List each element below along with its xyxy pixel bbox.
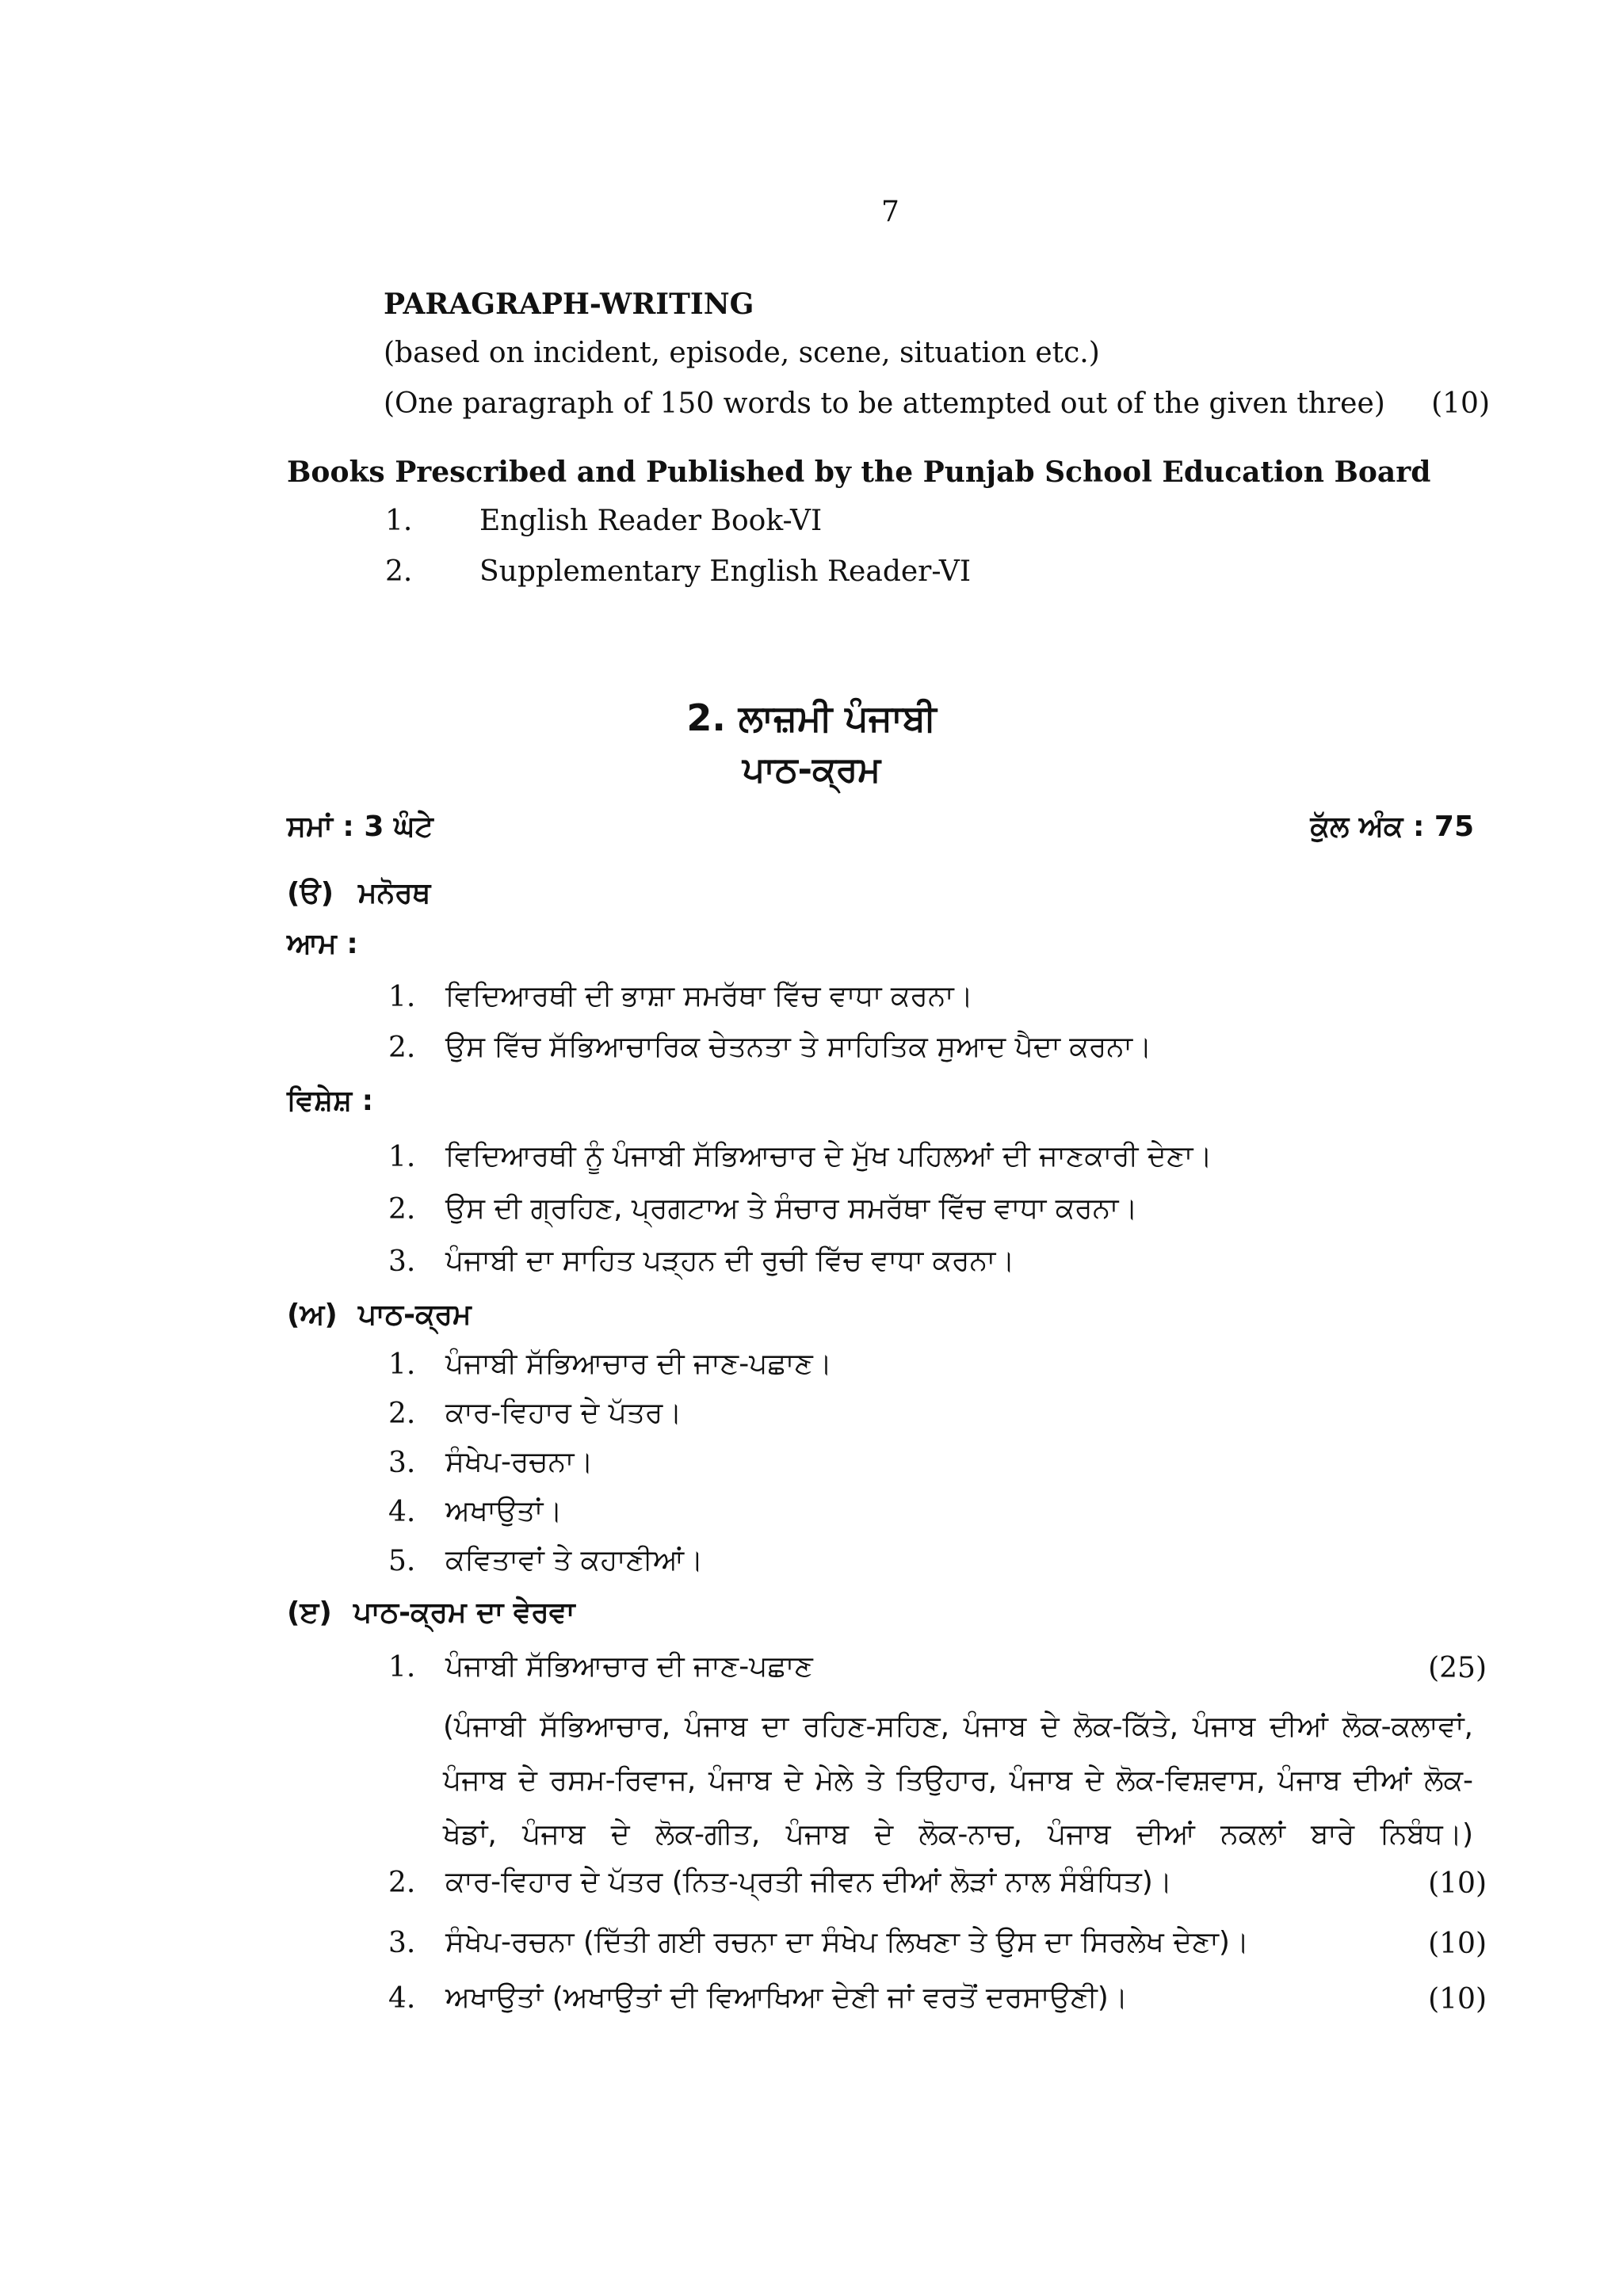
list-item-text: ਉਸ ਦੀ ਗ੍ਰਹਿਣ, ਪ੍ਰਗਟਾਅ ਤੇ ਸੰਚਾਰ ਸਮਰੱਥਾ ਵਿੱਚ ਵਾਧਾ ਕਰਨਾ।	[445, 1192, 1138, 1225]
general-objectives-label: ਆਮ :	[287, 928, 358, 960]
list-item-number: 1.	[388, 1651, 416, 1684]
culture-topics-paragraph: (ਪੰਜਾਬੀ ਸੱਭਿਆਚਾਰ, ਪੰਜਾਬ ਦਾ ਰਹਿਣ-ਸਹਿਣ, ਪੰਜਾਬ ਦੇ ਲੋਕ-ਕਿੱਤੇ, ਪੰਜਾਬ ਦੀਆਂ ਲੋਕ-ਕਲਾਵਾਂ, ਪੰਜਾਬ ਦੇ ਰਸਮ-ਰਿਵਾਜ, ਪੰਜਾਬ ਦੇ ਮੇਲੇ ਤੇ ਤਿਉਹਾਰ, ਪੰਜਾਬ ਦੇ ਲੋਕ-ਵਿਸ਼ਵਾਸ, ਪੰਜਾਬ ਦੀਆਂ ਲੋਕ-ਖੇਡਾਂ, ਪੰਜਾਬ ਦੇ ਲੋਕ-ਗੀਤ, ਪੰਜਾਬ ਦੇ ਲੋਕ-ਨਾਚ, ਪੰਜਾਬ ਦੀਆਂ ਨਕਲਾਂ ਬਾਰੇ ਨਿਬੰਧ।)	[443, 1711, 1473, 1851]
list-item-number: 3.	[388, 1245, 416, 1278]
list-item-text: ਅਖਾਉਤਾਂ।	[445, 1495, 563, 1527]
list-item-number: 1.	[388, 1348, 416, 1381]
list-item-text: ਅਖਾਉਤਾਂ (ਅਖਾਉਤਾਂ ਦੀ ਵਿਆਖਿਆ ਦੇਣੀ ਜਾਂ ਵਰਤੋਂ ਦਰਸਾਉਣੀ)।	[445, 1981, 1128, 2014]
list-item-number: 2.	[388, 1398, 416, 1430]
list-item-number: 4.	[388, 1982, 416, 2015]
list-item-marks: (10)	[1428, 1928, 1487, 1960]
section-b-title: ਪਾਠ-ਕ੍ਰਮ	[358, 1299, 472, 1331]
list-item-marks: (10)	[1428, 1983, 1487, 2016]
section-c-title: ਪਾਠ-ਕ੍ਰਮ ਦਾ ਵੇਰਵਾ	[353, 1596, 575, 1629]
list-item-text: ਕਾਰ-ਵਿਹਾਰ ਦੇ ਪੱਤਰ।	[445, 1397, 682, 1429]
list-item-text: ਪੰਜਾਬੀ ਸੱਭਿਆਚਾਰ ਦੀ ਜਾਣ-ਪਛਾਣ।	[445, 1348, 833, 1380]
punjabi-subject-title: 2. ਲਾਜ਼ਮੀ ਪੰਜਾਬੀ	[686, 696, 937, 739]
paragraph-writing-line-2: (One paragraph of 150 words to be attempted out of the given three)	[384, 387, 1385, 420]
books-prescribed-heading: Books Prescribed and Published by the Punjab School Education Board	[287, 456, 1431, 489]
list-item-text: ਪੰਜਾਬੀ ਦਾ ਸਾਹਿਤ ਪੜ੍ਹਨ ਦੀ ਰੁਚੀ ਵਿੱਚ ਵਾਧਾ ਕਰਨਾ।	[445, 1245, 1015, 1277]
paragraph-writing-marks: (10)	[1431, 387, 1490, 420]
paragraph-writing-line-1: (based on incident, episode, scene, situation etc.)	[384, 337, 1100, 369]
paragraph-writing-heading: PARAGRAPH-WRITING	[384, 288, 754, 321]
total-marks: ਕੁੱਲ ਅੰਕ : 75	[1310, 810, 1474, 843]
list-item-text: ਕਾਰ-ਵਿਹਾਰ ਦੇ ਪੱਤਰ (ਨਿਤ-ਪ੍ਰਤੀ ਜੀਵਨ ਦੀਆਂ ਲੋੜਾਂ ਨਾਲ ਸੰਬੰਧਿਤ)।	[445, 1866, 1173, 1898]
list-item-text: ਵਿਦਿਆਰਥੀ ਨੂੰ ਪੰਜਾਬੀ ਸੱਭਿਆਚਾਰ ਦੇ ਮੁੱਖ ਪਹਿਲਆਂ ਦੀ ਜਾਣਕਾਰੀ ਦੇਣਾ।	[445, 1140, 1212, 1173]
list-item-marks: (10)	[1428, 1867, 1487, 1900]
list-item-number: 3.	[388, 1927, 416, 1959]
list-item-marks: (25)	[1428, 1652, 1487, 1684]
list-item-number: 1.	[388, 981, 416, 1013]
book-item-title: English Reader Book-VI	[479, 505, 823, 537]
list-item-text: ਸੰਖੇਪ-ਰਚਨਾ (ਦਿੱਤੀ ਗਈ ਰਚਨਾ ਦਾ ਸੰਖੇਪ ਲਿਖਣਾ ਤੇ ਉਸ ਦਾ ਸਿਰਲੇਖ ਦੇਣਾ)।	[445, 1926, 1250, 1958]
section-c-label: (ੲ)	[287, 1596, 332, 1629]
book-item-number: 1.	[385, 505, 413, 537]
page-number: 7	[881, 196, 899, 228]
punjabi-syllabus-subtitle: ਪਾਠ-ਕ੍ਰਮ	[742, 749, 881, 790]
list-item-text: ਵਿਦਿਆਰਥੀ ਦੀ ਭਾਸ਼ਾ ਸਮਰੱਥਾ ਵਿੱਚ ਵਾਧਾ ਕਰਨਾ।	[445, 980, 973, 1013]
list-item-number: 4.	[388, 1496, 416, 1528]
exam-time: ਸਮਾਂ : 3 ਘੰਟੇ	[287, 810, 433, 843]
section-a-label: (ੳ)	[287, 877, 334, 910]
special-objectives-label: ਵਿਸ਼ੇਸ਼ :	[287, 1085, 374, 1117]
list-item-number: 2.	[388, 1193, 416, 1226]
list-item-text: ਕਵਿਤਾਵਾਂ ਤੇ ਕਹਾਣੀਆਂ।	[445, 1544, 704, 1577]
list-item-number: 1.	[388, 1141, 416, 1173]
list-item-text: ਉਸ ਵਿੱਚ ਸੱਭਿਆਚਾਰਿਕ ਚੇਤਨਤਾ ਤੇ ਸਾਹਿਤਿਕ ਸੁਆਦ ਪੈਦਾ ਕਰਨਾ।	[445, 1031, 1152, 1063]
section-b-label: (ਅ)	[287, 1299, 338, 1331]
list-item-number: 2.	[388, 1032, 416, 1064]
section-a-title: ਮਨੋਰਥ	[358, 877, 431, 910]
book-item-number: 2.	[385, 555, 413, 588]
list-item-text: ਸੰਖੇਪ-ਰਚਨਾ।	[445, 1446, 594, 1478]
list-item-text: ਪੰਜਾਬੀ ਸੱਭਿਆਚਾਰ ਦੀ ਜਾਣ-ਪਛਾਣ	[445, 1650, 813, 1683]
list-item-number: 5.	[388, 1545, 416, 1577]
list-item-number: 2.	[388, 1867, 416, 1899]
book-item-title: Supplementary English Reader-VI	[479, 555, 972, 588]
list-item-number: 3.	[388, 1447, 416, 1479]
